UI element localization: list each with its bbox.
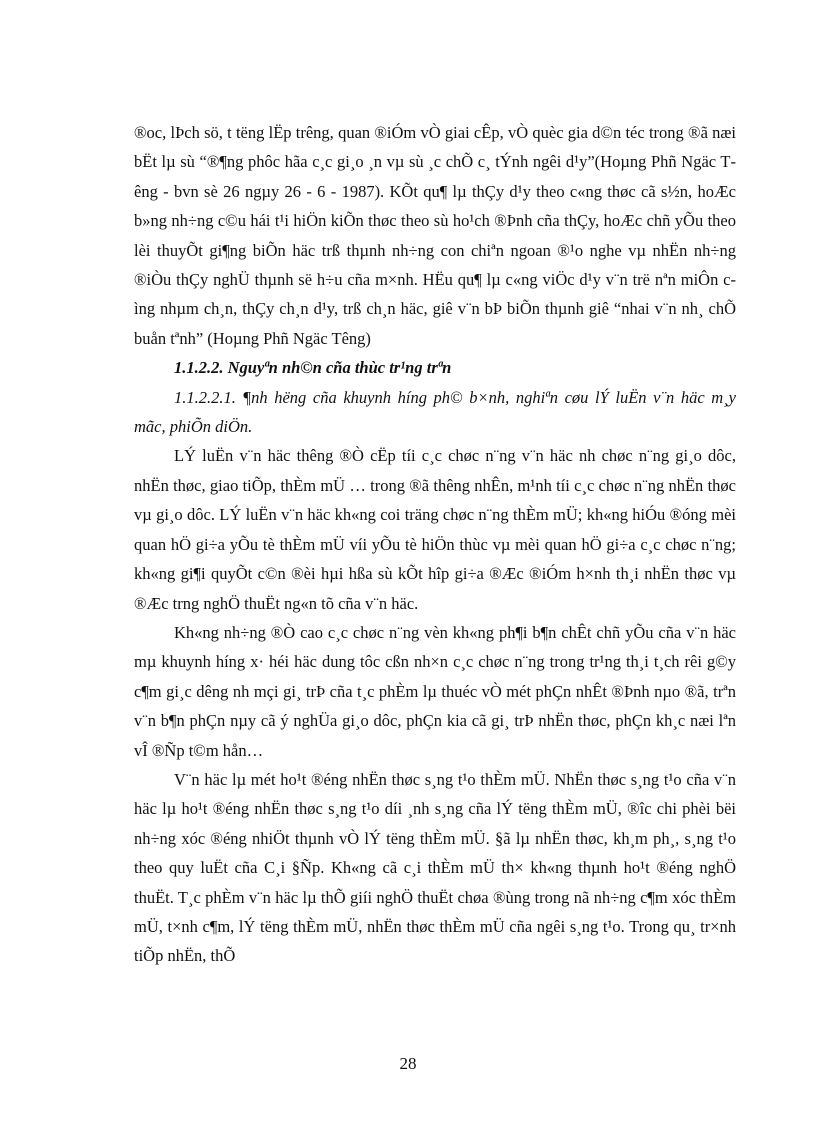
subsection-heading: 1.1.2.2.1. ¶nh hëng cña khuynh híng ph© b×nh, nghiªn cøu lÝ luËn v¨n häc m¸y mãc, phiÕn diÖn. — [134, 387, 736, 437]
section-heading: 1.1.2.2. Nguyªn nh©n cña thùc tr¹ng trªn — [174, 358, 452, 378]
page-body — [134, 118, 736, 971]
paragraph-4: V¨n häc lµ mét ho¹t ®éng nhËn thøc s¸ng t¹o thÈm mÜ. NhËn thøc s¸ng t¹o cña v¨n häc lµ ho¹t ®éng nhËn thøc s¸ng t¹o díi ¸nh s¸ng cña lÝ tëng thÈm mÜ, ®îc chi phèi bëi nh÷ng xóc ®éng nhiÖt thµnh vÒ lÝ tëng thÈm mÜ. §ã lµ nhËn thøc, kh¸m ph¸, s¸ng t¹o theo quy luËt cña C¸i §Ñp. Kh«ng cã c¸i thÈm mÜ th× kh«ng thµnh ho¹t ®éng nghÖ thuËt. T¸c phÈm v¨n häc lµ thÕ giíi nghÖ thuËt chøa ®ùng trong nã nh÷ng c¶m xóc thÈm mÜ, t×nh c¶m, lÝ tëng thÈm mÜ, nhËn thøc thÈm mÜ cña ngêi s¸ng t¹o. Trong qu¸ tr×nh tiÕp nhËn, thÕ — [134, 769, 736, 966]
paragraph-2: LÝ luËn v¨n häc thêng ®Ò cËp tíi c¸c chøc n¨ng v¨n häc nh chøc n¨ng gi¸o dôc, nhËn thøc, giao tiÕp, thÈm mÜ … trong ®ã thêng nhÊn, m¹nh tíi c¸c chøc n¨ng nhËn thøc vµ gi¸o dôc. LÝ luËn v¨n häc kh«ng coi träng chøc n¨ng thÈm mÜ; kh«ng hiÓu ®óng mèi quan hÖ gi÷a yÕu tè thÈm mÜ víi yÕu tè hiÖn thùc vµ mèi quan hÖ gi÷a c¸c chøc n¨ng; kh«ng gi¶i quyÕt c©n ®èi hµi hßa sù kÕt hîp gi÷a ®Æc ®iÓm h×nh th¸i nhËn thøc vµ ®Æc trng nghÖ thuËt ng«n tõ cña v¨n häc. — [134, 446, 736, 613]
paragraph-1: ®oc, lÞch sö, t tëng lËp trêng, quan ®iÓm vÒ giai cÊp, vÒ quèc gia d©n téc trong ®ã næi bËt lµ sù “®¶ng phôc hãa c¸c gi¸o ¸n vµ sù ¸c chÕ c¸ tÝnh ngêi d¹y”(Hoµng Phñ Ngäc Têng - bvn sè 26 ngµy 26 - 6 - 1987). KÕt qu¶ lµ thÇy d¹y theo c«ng thøc cã s½n, hoÆc b»ng nh÷ng c©u hái t¹i hiÖn kiÕn thøc theo sù ho¹ch ®Þnh cña thÇy, hoÆc chñ yÕu theo lèi thuyÕt gi¶ng biÕn häc trß thµnh nh÷ng con chiªn ngoan ®¹o nghe vµ nhËn nh÷ng ®iÒu thÇy nghÜ thµnh së h÷u cña m×nh. HËu qu¶ lµ c«ng viÖc d¹y v¨n trë nªn miÔn cìng nhµm ch¸n, thÇy ch¸n d¹y, trß ch¸n häc, giê v¨n bÞ biÕn thµnh giê “nhai v¨n nh¸ chÕ buån tªnh” (Hoµng Phñ Ngäc Têng) — [134, 123, 736, 348]
page-number: 28 — [399, 1054, 417, 1073]
paragraph-3: Kh«ng nh÷ng ®Ò cao c¸c chøc n¨ng vèn kh«ng ph¶i b¶n chÊt chñ yÕu cña v¨n häc mµ khuynh híng x· héi häc dung tôc cßn nh×n c¸c chøc n¨ng trong tr¹ng th¸i t¸ch rêi g©y c¶m gi¸c dêng nh mçi gi¸ trÞ cña t¸c phÈm lµ thuéc vÒ mét phÇn nhÊt ®Þnh nµo ®ã, trªn v¨n b¶n phÇn nµy cã ý nghÜa gi¸o dôc, phÇn kia cã gi¸ trÞ nhËn thøc, phÇn kh¸c næi lªn vÎ ®Ñp t©m hån… — [134, 622, 736, 760]
